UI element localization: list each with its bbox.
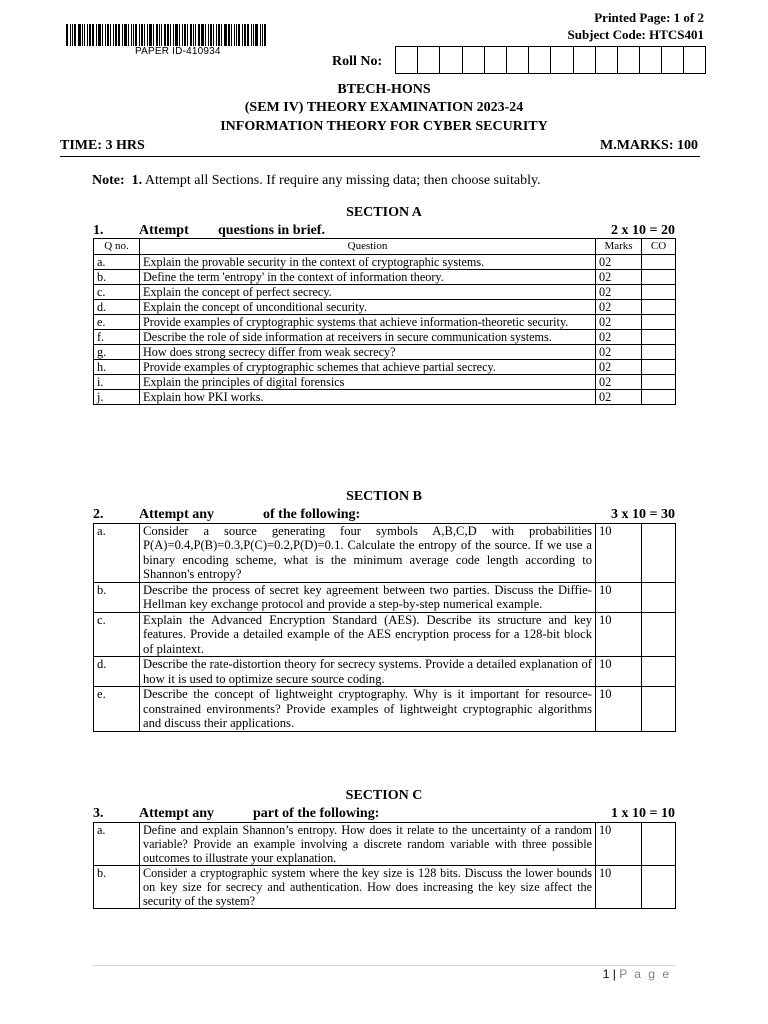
section-c-marks: 1 x 10 = 10 (611, 806, 675, 821)
barcode-bar (224, 24, 227, 46)
question-number: a. (94, 823, 140, 866)
barcode-bar (122, 24, 123, 46)
barcode-bar (107, 24, 109, 46)
roll-box (617, 46, 639, 74)
question-number: b. (94, 866, 140, 909)
roll-box (661, 46, 683, 74)
barcode-bar (84, 24, 85, 46)
time-marks-line (60, 138, 700, 157)
printed-page: Printed Page: 1 of 2 (594, 10, 704, 25)
barcode-bar (221, 24, 222, 46)
barcode-bar (118, 24, 120, 46)
question-marks: 02 (596, 329, 642, 344)
note-label: Note: (92, 173, 125, 188)
table-row (94, 254, 676, 269)
table-row (94, 374, 676, 389)
barcode-bar (161, 24, 162, 46)
roll-box (683, 46, 705, 74)
barcode-bar (135, 24, 137, 46)
question-marks: 02 (596, 254, 642, 269)
barcode-bar (193, 24, 194, 46)
barcode-bar (264, 24, 266, 46)
question-number: a. (94, 524, 140, 583)
barcode (66, 24, 298, 46)
page-footer (603, 967, 671, 981)
section-a-instr-b: questions in brief. (218, 223, 325, 238)
question-marks: 02 (596, 344, 642, 359)
section-b-marks: 3 x 10 = 30 (611, 507, 675, 522)
barcode-bar (253, 24, 254, 46)
barcode-bar (228, 24, 230, 46)
table-row (94, 582, 676, 612)
table-row (94, 612, 676, 656)
question-number: j. (94, 389, 140, 404)
roll-box (550, 46, 572, 74)
question-text: Describe the rate-distortion theory for secrecy systems. Provide a detailed explanation of how it is used to optimize secure source coding. (140, 657, 596, 687)
barcode-bar (149, 24, 152, 46)
question-co (642, 299, 676, 314)
barcode-bar (234, 24, 235, 46)
barcode-bar (110, 24, 111, 46)
barcode-bar (105, 24, 106, 46)
roll-box (639, 46, 661, 74)
barcode-bar (236, 24, 237, 46)
barcode-bar (153, 24, 154, 46)
course-title: INFORMATION THEORY FOR CYBER SECURITY (220, 119, 548, 134)
question-co (642, 269, 676, 284)
question-marks: 02 (596, 269, 642, 284)
question-co (642, 687, 676, 731)
question-text: Consider a cryptographic system where the key size is 128 bits. Discuss the lower bounds on key size for secrecy and authentication. How does increasing the key size affect the security of the system? (140, 866, 596, 909)
section-c-number: 3. (93, 806, 104, 821)
section-b-title: SECTION B (346, 489, 422, 504)
section-b-instruction (93, 507, 675, 524)
barcode-bar (141, 24, 143, 46)
question-text: Explain how PKI works. (140, 389, 596, 404)
question-marks: 10 (596, 524, 642, 583)
question-co (642, 344, 676, 359)
question-co (642, 359, 676, 374)
barcode-bar (184, 24, 186, 46)
barcode-bar (87, 24, 88, 46)
barcode-bar (128, 24, 129, 46)
question-number: d. (94, 657, 140, 687)
table-header-row (94, 239, 676, 255)
question-text: Explain the provable security in the context of cryptographic systems. (140, 254, 596, 269)
question-marks: 10 (596, 582, 642, 612)
barcode-bar (187, 24, 188, 46)
note-text: Attempt all Sections. If require any missing data; then choose suitably. (144, 173, 541, 188)
barcode-bar (102, 24, 103, 46)
barcode-bar (144, 24, 145, 46)
question-text: Describe the role of side information at receivers in secure communication systems. (140, 329, 596, 344)
section-a-number: 1. (93, 223, 104, 238)
exam-time: TIME: 3 HRS (60, 138, 145, 153)
barcode-bar (198, 24, 200, 46)
question-co (642, 524, 676, 583)
roll-box (506, 46, 528, 74)
header-marks: Marks (596, 239, 642, 255)
barcode-bar (78, 24, 81, 46)
barcode-bar (182, 24, 183, 46)
header-question: Question (140, 239, 596, 255)
roll-box (439, 46, 461, 74)
table-row (94, 524, 676, 583)
question-marks: 10 (596, 823, 642, 866)
exam-title: (SEM IV) THEORY EXAMINATION 2023-24 (244, 100, 524, 115)
question-co (642, 582, 676, 612)
table-row (94, 269, 676, 284)
barcode-bar (179, 24, 180, 46)
question-number: b. (94, 582, 140, 612)
barcode-bar (139, 24, 140, 46)
table-row (94, 299, 676, 314)
question-number: c. (94, 612, 140, 656)
table-row (94, 329, 676, 344)
question-co (642, 374, 676, 389)
question-marks: 10 (596, 657, 642, 687)
roll-box (417, 46, 439, 74)
question-marks: 10 (596, 687, 642, 731)
question-co (642, 866, 676, 909)
question-number: g. (94, 344, 140, 359)
section-b-number: 2. (93, 507, 104, 522)
barcode-bar (218, 24, 220, 46)
table-row (94, 823, 676, 866)
barcode-bar (251, 24, 252, 46)
barcode-bar (238, 24, 240, 46)
barcode-bar (133, 24, 134, 46)
barcode-bar (255, 24, 258, 46)
barcode-bar (156, 24, 158, 46)
footer-rule (92, 965, 676, 966)
barcode-bar (96, 24, 97, 46)
barcode-bar (247, 24, 249, 46)
barcode-bar (66, 24, 68, 46)
question-text: Define and explain Shannon’s entropy. How does it relate to the uncertainty of a random variable? Provide an example involving a discrete random variable with three possible outcomes to illustrate your explanation. (140, 823, 596, 866)
question-marks: 02 (596, 314, 642, 329)
barcode-bar (201, 24, 204, 46)
question-text: Provide examples of cryptographic systems that achieve information-theoretic security. (140, 314, 596, 329)
question-marks: 02 (596, 389, 642, 404)
section-b-table (93, 523, 676, 732)
section-c-instruction (93, 806, 675, 823)
question-text: Describe the process of secret key agreement between two parties. Discuss the Diffie-Hellman key exchange protocol and provide a step-by-step numerical example. (140, 582, 596, 612)
section-a-instr-a: Attempt (139, 223, 189, 238)
barcode-bar (131, 24, 132, 46)
barcode-bar (175, 24, 178, 46)
barcode-bar (195, 24, 196, 46)
question-text: Explain the Advanced Encryption Standard (AES). Describe its structure and key features. Provide a detailed example of the AES encryption process for a 128-bit block of plaintext. (140, 612, 596, 656)
roll-box (395, 46, 417, 74)
question-number: i. (94, 374, 140, 389)
page-word: P a g e (619, 967, 671, 981)
question-text: Explain the principles of digital forensics (140, 374, 596, 389)
barcode-bar (159, 24, 160, 46)
table-row (94, 687, 676, 731)
section-c-instr-b: part of the following: (253, 806, 380, 821)
barcode-bar (260, 24, 261, 46)
barcode-bar (216, 24, 217, 46)
section-c-instr-a: Attempt any (139, 806, 215, 821)
question-co (642, 329, 676, 344)
question-text: Consider a source generating four symbols A,B,C,D with probabilities P(A)=0.4,P(B)=0.3,P(C)=0.2,P(D)=0.1. Calculate the entropy of the source. If we use a binary encoding scheme, what is the minimum average code length according to Shannon's entropy? (140, 524, 596, 583)
note-number: 1. (131, 173, 143, 188)
question-number: f. (94, 329, 140, 344)
roll-box (528, 46, 550, 74)
question-marks: 02 (596, 359, 642, 374)
question-number: e. (94, 687, 140, 731)
question-text: Define the term 'entropy' in the context of information theory. (140, 269, 596, 284)
barcode-bar (231, 24, 232, 46)
barcode-bar (173, 24, 174, 46)
table-row (94, 284, 676, 299)
section-b-instr-b: of the following: (263, 507, 361, 522)
roll-box (462, 46, 484, 74)
barcode-bar (89, 24, 91, 46)
barcode-bar (147, 24, 148, 46)
question-co (642, 823, 676, 866)
barcode-bar (115, 24, 117, 46)
question-number: c. (94, 284, 140, 299)
question-marks: 02 (596, 374, 642, 389)
section-a-table (93, 238, 676, 405)
question-text: Provide examples of cryptographic schemes that achieve partial secrecy. (140, 359, 596, 374)
barcode-bar (242, 24, 243, 46)
header-qno: Q no. (94, 239, 140, 255)
section-c-table (93, 822, 676, 909)
question-co (642, 314, 676, 329)
table-row (94, 866, 676, 909)
question-number: e. (94, 314, 140, 329)
barcode-bar (124, 24, 127, 46)
barcode-bar (82, 24, 83, 46)
barcode-bar (98, 24, 101, 46)
barcode-bar (213, 24, 214, 46)
question-co (642, 389, 676, 404)
max-marks: M.MARKS: 100 (600, 138, 698, 153)
roll-no-label: Roll No: (332, 54, 383, 69)
program-title: BTECH-HONS (337, 82, 431, 97)
question-marks: 02 (596, 284, 642, 299)
question-number: a. (94, 254, 140, 269)
page-separator: | (612, 967, 616, 981)
barcode-bar (70, 24, 71, 46)
table-row (94, 657, 676, 687)
barcode-bar (167, 24, 169, 46)
question-co (642, 284, 676, 299)
table-row (94, 314, 676, 329)
header-co: CO (642, 239, 676, 255)
barcode-bar (190, 24, 192, 46)
question-number: h. (94, 359, 140, 374)
section-a-marks: 2 x 10 = 20 (611, 223, 675, 238)
table-row (94, 389, 676, 404)
barcode-bar (244, 24, 246, 46)
question-number: d. (94, 299, 140, 314)
table-row (94, 344, 676, 359)
barcode-bar (92, 24, 94, 46)
barcode-bar (205, 24, 206, 46)
roll-no-boxes (395, 46, 706, 74)
section-c-title: SECTION C (345, 788, 423, 803)
barcode-bar (208, 24, 209, 46)
question-text: Explain the concept of unconditional security. (140, 299, 596, 314)
page-number: 1 (602, 967, 610, 981)
paper-id: PAPER ID-410934 (135, 46, 221, 57)
subject-code: Subject Code: HTCS401 (567, 27, 704, 42)
question-text: Describe the concept of lightweight cryptography. Why is it important for resource-constrained environments? Provide examples of lightweight cryptographic algorithms and discuss their applications. (140, 687, 596, 731)
roll-box (484, 46, 506, 74)
roll-box (595, 46, 617, 74)
question-number: b. (94, 269, 140, 284)
section-b-instr-a: Attempt any (139, 507, 215, 522)
question-marks: 10 (596, 612, 642, 656)
question-text: How does strong secrecy differ from weak secrecy? (140, 344, 596, 359)
barcode-bar (72, 24, 73, 46)
barcode-bar (113, 24, 114, 46)
section-a-title: SECTION A (346, 205, 422, 220)
question-co (642, 657, 676, 687)
question-marks: 10 (596, 866, 642, 909)
barcode-bar (74, 24, 76, 46)
barcode-bar (170, 24, 171, 46)
note (92, 173, 541, 189)
question-co (642, 612, 676, 656)
roll-box (573, 46, 595, 74)
table-row (94, 359, 676, 374)
question-marks: 02 (596, 299, 642, 314)
question-text: Explain the concept of perfect secrecy. (140, 284, 596, 299)
barcode-bar (164, 24, 166, 46)
question-co (642, 254, 676, 269)
barcode-bar (210, 24, 212, 46)
barcode-bar (262, 24, 263, 46)
